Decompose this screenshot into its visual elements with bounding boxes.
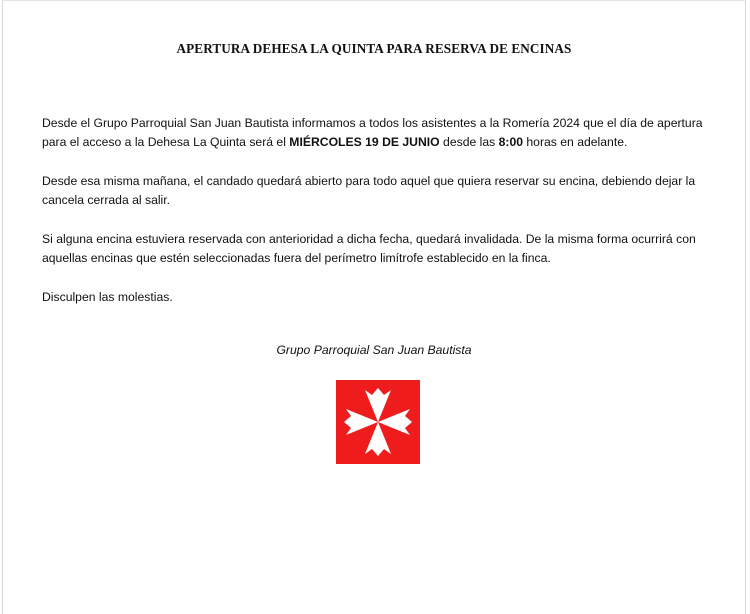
maltese-cross-icon — [336, 380, 420, 464]
paragraph-invalidation: Si alguna encina estuviera reservada con anterioridad a dicha fecha, quedará invalidada. De la misma forma ocurrirá con aquellas encinas que estén seleccionadas fuera del perímetro limítrofe establecido en la finca. — [42, 232, 696, 265]
document-page — [2, 0, 746, 614]
signature: Grupo Parroquial San Juan Bautista — [276, 343, 472, 357]
paragraph-announcement-text-b: desde las — [439, 135, 499, 149]
paragraph-padlock: Desde esa misma mañana, el candado quedará abierto para todo aquel que quiera reservar su encina, debiendo dejar la cancela cerrada al salir. — [42, 174, 696, 207]
paragraph-announcement — [42, 114, 722, 152]
document-title: APERTURA DEHESA LA QUINTA PARA RESERVA DE ENCINAS — [176, 41, 572, 56]
opening-time: 8:00 — [498, 135, 524, 149]
opening-date: MIÉRCOLES 19 DE JUNIO — [289, 135, 440, 149]
paragraph-announcement-text-a: Desde el Grupo Parroquial San Juan Bautista informamos a todos los asistentes a la Romería 2024 que el día de apertura para el acceso a la Dehesa La Quinta será el — [42, 116, 703, 149]
paragraph-apology: Disculpen las molestias. — [42, 290, 173, 304]
paragraph-announcement-text-c: horas en adelante. — [523, 135, 628, 149]
